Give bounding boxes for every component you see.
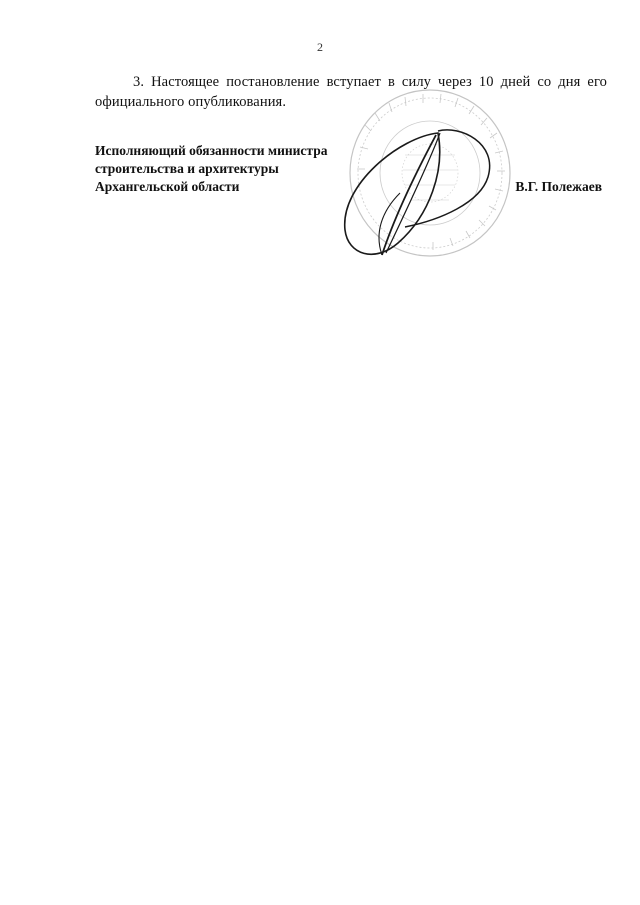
signatory-name: В.Г. Полежаев	[515, 179, 602, 194]
signatory-title-line: строительства и архитектуры	[95, 161, 279, 176]
body-paragraph: 3. Настоящее постановление вступает в силу через 10 дней со дня его официального опубликования.	[95, 74, 607, 110]
signatory-title-line: Архангельской области	[95, 179, 240, 194]
page-number: 2	[317, 40, 323, 54]
handwritten-signature	[320, 115, 505, 265]
signatory-title-line: Исполняющий обязанности министра	[95, 143, 328, 158]
